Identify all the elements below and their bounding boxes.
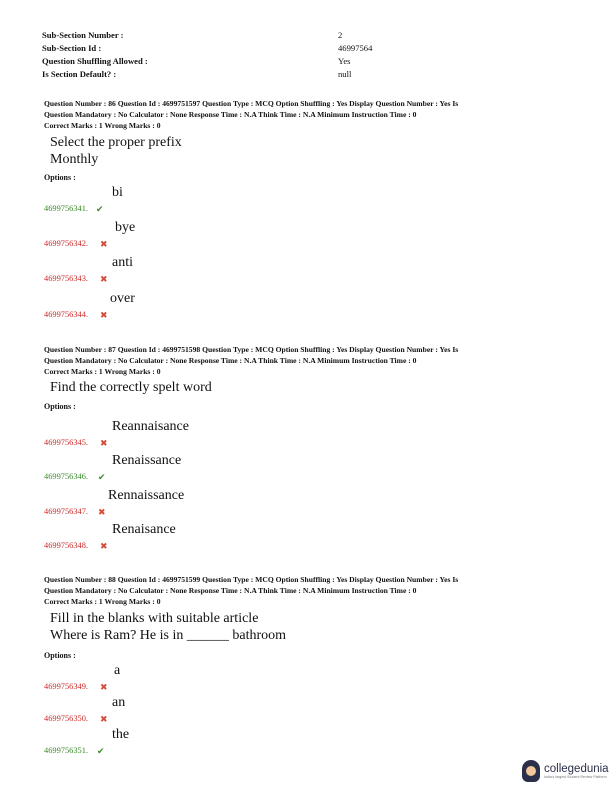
option-id: 4699756350. — [44, 714, 88, 723]
option-id: 4699756341. — [44, 204, 88, 213]
question-text: Fill in the blanks with suitable article — [50, 611, 259, 626]
cross-icon: ✖ — [100, 541, 108, 551]
option-text: over — [110, 291, 135, 306]
option-item[interactable] — [44, 487, 344, 517]
section-info-key: Question Shuffling Allowed : — [42, 56, 148, 66]
question-88 — [44, 574, 584, 661]
question-info-line: Question Number : 87 Question Id : 4699751598 Question Type : MCQ Option Shuffling : Yes Display Question Number : Yes Is — [44, 345, 459, 354]
option-item[interactable] — [44, 452, 344, 482]
question-86 — [44, 98, 584, 183]
question-marks: Correct Marks : 1 Wrong Marks : 0 — [44, 367, 161, 376]
option-item[interactable] — [44, 662, 344, 692]
option-id: 4699756344. — [44, 310, 88, 319]
option-text: Renaissance — [112, 453, 182, 468]
cross-icon: ✖ — [100, 438, 108, 448]
cross-icon: ✖ — [100, 682, 108, 692]
option-id: 4699756345. — [44, 438, 88, 447]
option-text: the — [112, 727, 130, 742]
logo-tagline: India's largest Student Review Platform — [544, 774, 607, 779]
options-label: Options : — [44, 651, 76, 660]
section-info-row — [42, 68, 462, 81]
section-info-value: 46997564 — [338, 43, 373, 53]
options-list — [44, 184, 584, 324]
question-text: Where is Ram? He is in ______ bathroom — [50, 628, 287, 643]
section-info-row — [42, 55, 462, 68]
collegedunia-logo — [522, 760, 609, 782]
section-info-key: Is Section Default? : — [42, 69, 117, 79]
option-text: an — [112, 695, 126, 710]
question-marks: Correct Marks : 1 Wrong Marks : 0 — [44, 597, 161, 606]
options-label: Options : — [44, 173, 76, 182]
option-item[interactable] — [44, 219, 344, 249]
option-item[interactable] — [44, 694, 344, 724]
option-text: bye — [115, 220, 136, 235]
option-id: 4699756343. — [44, 274, 88, 283]
options-list — [44, 662, 584, 756]
question-info-line: Question Number : 88 Question Id : 4699751599 Question Type : MCQ Option Shuffling : Yes Display Question Number : Yes Is — [44, 575, 459, 584]
option-text: Rennaissance — [108, 488, 185, 503]
option-text: anti — [112, 255, 133, 270]
cross-icon: ✖ — [98, 507, 106, 517]
option-text: Reannaisance — [112, 419, 189, 434]
option-item[interactable] — [44, 418, 344, 448]
question-text: Monthly — [50, 152, 99, 167]
check-icon: ✔ — [98, 472, 106, 482]
check-icon: ✔ — [96, 204, 104, 214]
option-item[interactable] — [44, 290, 344, 320]
mascot-icon — [522, 760, 540, 782]
question-info-line: Question Mandatory : No Calculator : None Response Time : N.A Think Time : N.A Minimum Instruction Time : 0 — [44, 356, 417, 365]
option-item[interactable] — [44, 254, 344, 284]
cross-icon: ✖ — [100, 310, 108, 320]
logo-name: collegedunia — [544, 762, 609, 775]
question-text: Select the proper prefix — [50, 135, 182, 150]
option-item[interactable] — [44, 726, 344, 756]
section-info — [42, 29, 462, 81]
section-info-value: 2 — [338, 30, 343, 40]
cross-icon: ✖ — [100, 714, 108, 724]
options-list — [44, 418, 584, 551]
option-id: 4699756351. — [44, 746, 88, 755]
option-id: 4699756346. — [44, 472, 88, 481]
option-item[interactable] — [44, 521, 344, 551]
option-text: bi — [112, 185, 123, 200]
section-info-row — [42, 29, 462, 42]
question-text: Find the correctly spelt word — [50, 380, 212, 395]
option-text: Renaisance — [112, 522, 176, 537]
logo-text — [544, 763, 609, 780]
check-icon: ✔ — [97, 746, 105, 756]
option-item[interactable] — [44, 184, 344, 214]
question-87 — [44, 344, 584, 412]
section-info-key: Sub-Section Number : — [42, 30, 124, 40]
question-info-line: Question Mandatory : No Calculator : None Response Time : N.A Think Time : N.A Minimum Instruction Time : 0 — [44, 110, 417, 119]
section-info-key: Sub-Section Id : — [42, 43, 102, 53]
cross-icon: ✖ — [100, 274, 108, 284]
question-info-line: Question Mandatory : No Calculator : None Response Time : N.A Think Time : N.A Minimum Instruction Time : 0 — [44, 586, 417, 595]
option-id: 4699756348. — [44, 541, 88, 550]
question-marks: Correct Marks : 1 Wrong Marks : 0 — [44, 121, 161, 130]
option-id: 4699756342. — [44, 239, 88, 248]
cross-icon: ✖ — [100, 239, 108, 249]
option-text: a — [114, 663, 121, 678]
section-info-row — [42, 42, 462, 55]
section-info-value: Yes — [338, 56, 351, 66]
options-label: Options : — [44, 402, 76, 411]
section-info-value: null — [338, 69, 352, 79]
option-id: 4699756347. — [44, 507, 88, 516]
question-info-line: Question Number : 86 Question Id : 4699751597 Question Type : MCQ Option Shuffling : Yes Display Question Number : Yes Is — [44, 99, 459, 108]
option-id: 4699756349. — [44, 682, 88, 691]
